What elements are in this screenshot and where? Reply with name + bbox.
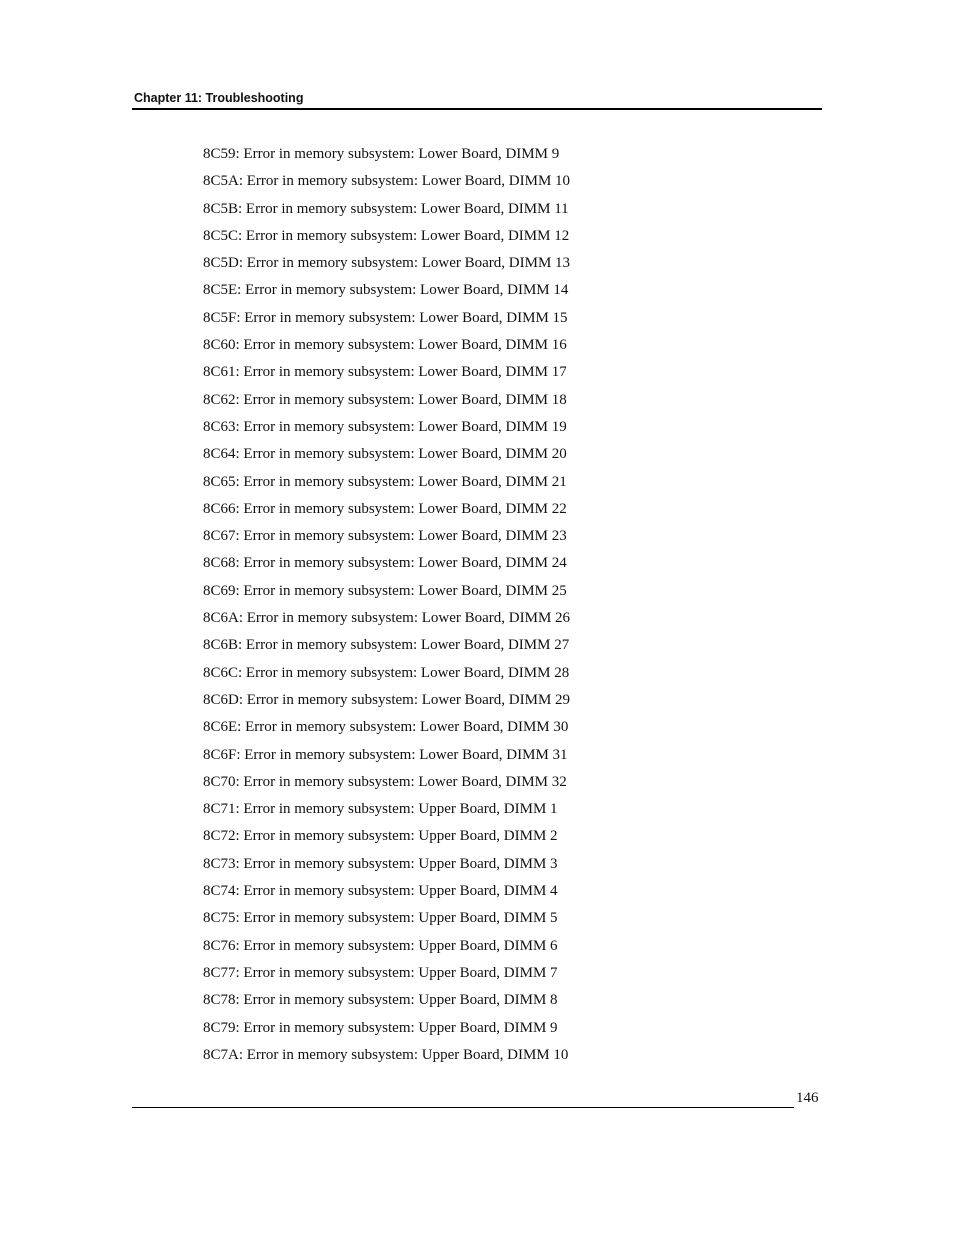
error-code-entry: 8C76: Error in memory subsystem: Upper Board, DIMM 6 (203, 937, 558, 954)
error-code-entry: 8C6C: Error in memory subsystem: Lower Board, DIMM 28 (203, 664, 570, 681)
footer-divider (132, 1107, 794, 1108)
error-code-entry: 8C5E: Error in memory subsystem: Lower Board, DIMM 14 (203, 282, 569, 299)
error-code-entry: 8C78: Error in memory subsystem: Upper Board, DIMM 8 (203, 992, 558, 1009)
error-code-entry: 8C62: Error in memory subsystem: Lower Board, DIMM 18 (203, 391, 567, 408)
error-code-entry: 8C5A: Error in memory subsystem: Lower Board, DIMM 10 (203, 173, 571, 190)
error-code-entry: 8C7A: Error in memory subsystem: Upper Board, DIMM 10 (203, 1046, 569, 1063)
error-code-entry: 8C73: Error in memory subsystem: Upper Board, DIMM 3 (203, 855, 558, 872)
error-code-entry: 8C6A: Error in memory subsystem: Lower Board, DIMM 26 (203, 610, 571, 627)
error-code-entry: 8C72: Error in memory subsystem: Upper Board, DIMM 2 (203, 828, 558, 845)
error-code-entry: 8C64: Error in memory subsystem: Lower Board, DIMM 20 (203, 446, 567, 463)
error-code-entry: 8C5B: Error in memory subsystem: Lower Board, DIMM 11 (203, 200, 569, 217)
error-code-entry: 8C79: Error in memory subsystem: Upper Board, DIMM 9 (203, 1019, 558, 1036)
error-code-entry: 8C5F: Error in memory subsystem: Lower Board, DIMM 15 (203, 309, 568, 326)
error-code-entry: 8C70: Error in memory subsystem: Lower Board, DIMM 32 (203, 773, 567, 790)
error-code-entry: 8C6B: Error in memory subsystem: Lower Board, DIMM 27 (203, 637, 570, 654)
error-code-entry: 8C65: Error in memory subsystem: Lower Board, DIMM 21 (203, 473, 567, 490)
error-code-entry: 8C69: Error in memory subsystem: Lower Board, DIMM 25 (203, 582, 567, 599)
error-code-entry: 8C66: Error in memory subsystem: Lower Board, DIMM 22 (203, 500, 567, 517)
error-code-entry: 8C71: Error in memory subsystem: Upper Board, DIMM 1 (203, 801, 558, 818)
error-code-entry: 8C67: Error in memory subsystem: Lower Board, DIMM 23 (203, 528, 567, 545)
error-code-entry: 8C77: Error in memory subsystem: Upper Board, DIMM 7 (203, 964, 558, 981)
error-code-entry: 8C6D: Error in memory subsystem: Lower Board, DIMM 29 (203, 691, 571, 708)
error-code-entry: 8C60: Error in memory subsystem: Lower Board, DIMM 16 (203, 337, 567, 354)
error-code-entry: 8C61: Error in memory subsystem: Lower Board, DIMM 17 (203, 364, 567, 381)
error-code-entry: 8C5D: Error in memory subsystem: Lower Board, DIMM 13 (203, 255, 571, 272)
error-code-list (203, 143, 570, 1071)
chapter-header: Chapter 11: Troubleshooting (134, 91, 304, 105)
error-code-entry: 8C68: Error in memory subsystem: Lower Board, DIMM 24 (203, 555, 567, 572)
error-code-entry: 8C5C: Error in memory subsystem: Lower Board, DIMM 12 (203, 227, 570, 244)
error-code-entry: 8C63: Error in memory subsystem: Lower Board, DIMM 19 (203, 418, 567, 435)
page-number: 146 (796, 1090, 819, 1106)
error-code-entry: 8C59: Error in memory subsystem: Lower Board, DIMM 9 (203, 146, 560, 162)
error-code-entry: 8C6E: Error in memory subsystem: Lower Board, DIMM 30 (203, 719, 569, 736)
error-code-entry: 8C75: Error in memory subsystem: Upper Board, DIMM 5 (203, 910, 558, 927)
error-code-entry: 8C6F: Error in memory subsystem: Lower Board, DIMM 31 (203, 746, 568, 763)
header-divider (132, 108, 822, 110)
error-code-entry: 8C74: Error in memory subsystem: Upper Board, DIMM 4 (203, 883, 558, 900)
